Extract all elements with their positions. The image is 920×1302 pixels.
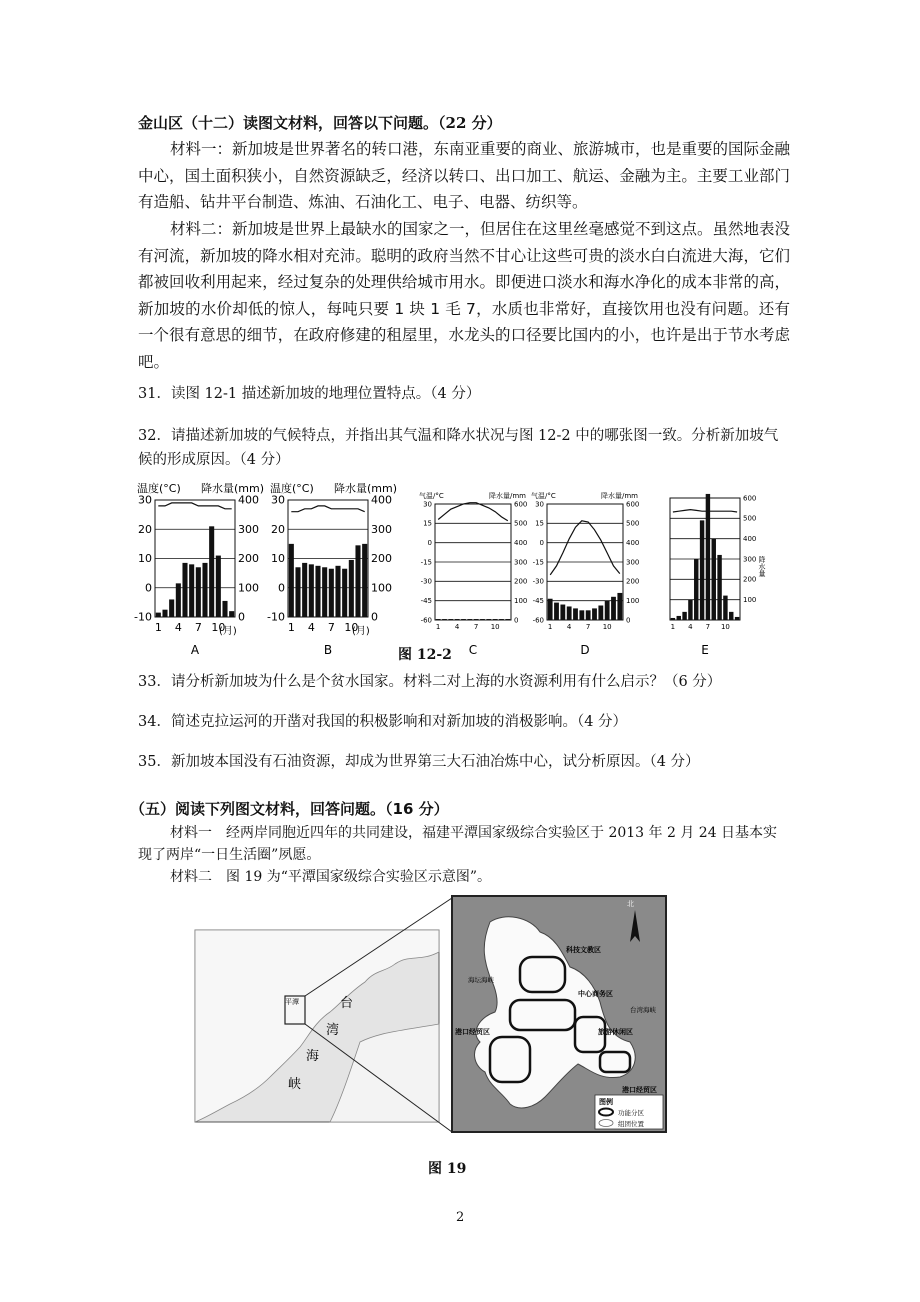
question-35: 35．新加坡本国没有石油资源，却成为世界第三大石油冶炼中心，试分析原因。（4 分） (138, 754, 700, 770)
prec-tick-label: 600 (626, 500, 640, 509)
precip-bar (448, 619, 453, 620)
prec-tick-label: 200 (371, 552, 392, 566)
precip-bar (289, 544, 294, 617)
month-tick-label: 1 (287, 621, 295, 634)
material-2: 材料二：新加坡是世界上最缺水的国家之一，但居住在这里丝毫感觉不到这点。虽然地表没有河流，新加坡的降水相对充沛。聪明的政府当然不甘心让这些可贵的淡水白白流进大海，它们都被回收利用起来，经过复杂的处理供给城市用水。即便进口淡水和海水净化的成本非常的高，新加坡的水价却低的惊人，每吨只要 1 块 1 毛 7，水质也非常好，直接饮用也没有问题。还有一个很有意思的细节，在政府修建的租屋里，水龙头的口径要比国内的小，也许是出于节水考虑吧。 (138, 220, 791, 371)
prec-tick-label: 200 (743, 575, 757, 584)
temp-tick-label: -10 (134, 610, 152, 624)
precip-bar (493, 619, 498, 620)
temp-tick-label: -30 (532, 577, 544, 586)
precip-bar (442, 619, 447, 620)
precip-bar (671, 618, 675, 620)
legend-title: 图例 (599, 1098, 613, 1106)
temp-tick-label: -10 (267, 610, 285, 624)
precip-bar (189, 564, 194, 617)
temp-tick-label: 0 (145, 581, 152, 595)
pingtan-label: 平潭 (285, 998, 299, 1006)
figure-12-2 (130, 478, 790, 668)
month-tick-label: 4 (174, 621, 182, 634)
legend-func: 功能分区 (618, 1109, 644, 1117)
precip-bar (499, 619, 504, 620)
label-wan: 湾 (326, 1023, 340, 1038)
question-34: 34．简述克拉运河的开凿对我国的积极影响和对新加坡的消极影响。（4 分） (138, 714, 628, 730)
month-tick-label: 1 (154, 621, 162, 634)
temp-tick-label: 10 (138, 552, 152, 566)
north-label: 北 (627, 900, 634, 908)
temp-axis-title: 温度(°C) (137, 482, 181, 495)
legend-group: 组团位置 (618, 1120, 644, 1128)
month-tick-label: 4 (307, 621, 315, 634)
temp-tick-label: 0 (539, 539, 544, 547)
prec-tick-label: 0 (514, 616, 519, 625)
prec-axis-title: 降水量(mm) (201, 482, 265, 495)
precip-bar (700, 520, 704, 620)
month-tick-label: 7 (585, 623, 591, 631)
temp-tick-label: 20 (271, 522, 285, 536)
prec-axis-title: 降水量(mm) (334, 482, 398, 495)
question-31: 31．读图 12-1 描述新加坡的地理位置特点。（4 分） (138, 386, 481, 402)
precip-bar (182, 563, 187, 617)
prec-tick-label: 600 (743, 494, 757, 503)
precip-bar (729, 612, 733, 620)
precip-bar (169, 599, 174, 617)
prec-axis-title: 降水量/mm (489, 492, 526, 500)
temp-tick-label: 30 (271, 493, 285, 507)
question-32: 32．请描述新加坡的气候特点，并指出其气温和降水状况与图 12-2 中的哪张图一致。分析新加坡气候的形成原因。（4 分） (138, 428, 779, 468)
precip-bar (586, 610, 591, 620)
month-tick-label: 10 (211, 621, 226, 634)
temperature-line (158, 503, 231, 509)
precip-bar (196, 567, 201, 617)
prec-axis-title: 降水量/mm (601, 492, 638, 500)
precip-bar (162, 610, 167, 617)
chart-panel-label: C (468, 643, 478, 657)
prec-tick-label: 100 (514, 597, 528, 605)
month-unit: (月) (219, 626, 237, 637)
precip-bar (455, 619, 460, 620)
temperature-line (438, 503, 508, 521)
precip-bar (688, 600, 692, 620)
prec-tick-label: 500 (626, 519, 640, 528)
temp-tick-label: 0 (427, 539, 432, 547)
prec-tick-label: 300 (514, 558, 528, 567)
precip-bar (560, 605, 565, 620)
material-1: 材料一：新加坡是世界著名的转口港，东南亚重要的商业、旅游城市，也是重要的国际金融中心，国土面积狭小，自然资源缺乏，经济以转口、出口加工、航运、金融为主。主要工业部门有造船、钻井平台制造、炼油、石油化工、电子、电器、纺织等。 (138, 140, 791, 211)
precip-bar (474, 619, 479, 620)
month-tick-label: 7 (194, 621, 202, 634)
prec-tick-label: 100 (626, 597, 640, 605)
precip-bar (322, 567, 327, 617)
figure-19 (190, 892, 670, 1137)
figure-19-caption: 图 19 (428, 1161, 467, 1177)
temp-axis-title: 气温/°C (419, 492, 444, 500)
month-tick-label: 10 (602, 623, 612, 631)
precip-bar (723, 596, 727, 620)
temp-axis-title: 温度(°C) (270, 482, 314, 495)
precip-bar (302, 563, 307, 617)
prec-tick-label: 400 (514, 539, 528, 547)
precip-bar (717, 555, 721, 620)
label-zhongxin: 中心商务区 (578, 990, 613, 998)
precip-bar (567, 606, 572, 620)
label-taiwan-strait: 台湾海峡 (630, 1006, 656, 1014)
precip-bar (467, 619, 472, 620)
chart-panel-label: A (190, 643, 200, 657)
precip-bar (548, 599, 553, 620)
month-tick-label: 10 (720, 623, 730, 631)
prec-tick-label: 400 (371, 493, 392, 507)
precip-bar (216, 556, 221, 617)
precip-bar (202, 563, 207, 617)
section5-title: （五）阅读下列图文材料，回答问题。（16 分） (130, 800, 449, 818)
temperature-line (291, 506, 364, 512)
chart-panel-label: D (580, 643, 590, 657)
prec-tick-label: 400 (626, 539, 640, 547)
precip-bar (605, 601, 610, 620)
page-number: 2 (456, 1210, 465, 1225)
prec-tick-label: 300 (238, 522, 259, 536)
precip-bar (682, 612, 686, 620)
temp-tick-label: -60 (420, 616, 432, 625)
precip-bar (222, 601, 227, 617)
precip-bar (611, 597, 616, 620)
temp-tick-label: 20 (138, 522, 152, 536)
precip-bar (209, 526, 214, 617)
precip-bar (486, 619, 491, 620)
precip-bar (694, 559, 698, 620)
prec-axis-title: 降水量 (758, 556, 766, 577)
month-unit: (月) (352, 626, 370, 637)
precip-bar (229, 611, 234, 617)
month-tick-label: 7 (473, 623, 479, 631)
precip-bar (309, 564, 314, 617)
temperature-line (673, 510, 737, 512)
prec-tick-label: 100 (743, 596, 757, 604)
month-tick-label: 4 (688, 623, 693, 631)
precip-bar (295, 567, 300, 617)
month-tick-label: 10 (490, 623, 500, 631)
temp-tick-label: 30 (423, 500, 432, 509)
prec-tick-label: 400 (238, 493, 259, 507)
temp-tick-label: 0 (278, 581, 285, 595)
month-tick-label: 7 (327, 621, 335, 634)
prec-tick-label: 200 (514, 577, 528, 586)
prec-tick-label: 0 (626, 616, 631, 625)
label-lvyou: 旅游休闲区 (598, 1028, 633, 1036)
precip-bar (573, 608, 578, 620)
temp-tick-label: 15 (535, 519, 544, 528)
precip-bar (176, 583, 181, 617)
prec-tick-label: 0 (238, 610, 245, 624)
label-keji: 科技文教区 (566, 946, 601, 954)
prec-tick-label: 200 (626, 577, 640, 586)
label-hai: 海 (306, 1049, 320, 1064)
prec-tick-label: 300 (743, 555, 757, 564)
section5-material-1: 材料一 经两岸同胞近四年的共同建设，福建平潭国家级综合实验区于 2013 年 2 月 24 日基本实现了两岸“一日生活圈”夙愿。 (138, 825, 778, 863)
precip-bar (677, 616, 681, 620)
temp-tick-label: -15 (532, 558, 544, 567)
precip-bar (706, 494, 710, 620)
label-tai: 台 (340, 996, 354, 1011)
precip-bar (592, 608, 597, 620)
temp-tick-label: -45 (420, 597, 432, 605)
temp-tick-label: 30 (535, 500, 544, 509)
precip-bar (617, 593, 622, 620)
month-tick-label: 1 (547, 623, 553, 631)
precip-bar (554, 603, 559, 620)
question-33: 33．请分析新加坡为什么是个贫水国家。材料二对上海的水资源利用有什么启示？（6 分） (138, 674, 722, 690)
precip-bar (436, 619, 441, 620)
precip-bar (712, 539, 716, 620)
precip-bar (735, 617, 739, 620)
label-gangkou2: 港口经贸区 (622, 1086, 657, 1094)
month-tick-label: 7 (705, 623, 711, 631)
temp-tick-label: 15 (423, 519, 432, 528)
section5-material-2: 材料二 图 19 为“平潭国家级综合实验区示意图”。 (170, 869, 492, 885)
precip-bar (480, 619, 485, 620)
prec-tick-label: 600 (514, 500, 528, 509)
temperature-line (550, 521, 620, 575)
section-title: 金山区（十二）读图文材料，回答以下问题。（22 分） (138, 114, 502, 132)
figure-12-2-caption: 图 12-2 (398, 647, 452, 663)
temp-tick-label: -15 (420, 558, 432, 567)
month-tick-label: 10 (344, 621, 359, 634)
label-xia: 峡 (288, 1077, 302, 1092)
precip-bar (362, 544, 367, 617)
label-gangkou1: 港口经贸区 (455, 1028, 490, 1036)
prec-tick-label: 200 (238, 552, 259, 566)
precip-bar (315, 566, 320, 617)
precip-bar (349, 560, 354, 617)
prec-tick-label: 300 (371, 522, 392, 536)
label-haitan: 海坛海峡 (468, 976, 494, 984)
precip-bar (329, 569, 334, 617)
precip-bar (598, 606, 603, 621)
month-tick-label: 4 (454, 623, 460, 631)
temp-tick-label: -45 (532, 597, 544, 605)
temp-tick-label: -60 (532, 616, 544, 625)
precip-bar (579, 610, 584, 620)
precip-bar (335, 566, 340, 617)
temp-tick-label: 30 (138, 493, 152, 507)
month-tick-label: 1 (435, 623, 441, 631)
prec-tick-label: 0 (371, 610, 378, 624)
month-tick-label: 4 (566, 623, 572, 631)
prec-tick-label: 500 (743, 514, 757, 523)
temp-tick-label: -30 (420, 577, 432, 586)
prec-tick-label: 100 (238, 581, 259, 595)
prec-tick-label: 400 (743, 535, 757, 543)
prec-tick-label: 500 (514, 519, 528, 528)
prec-tick-label: 100 (371, 581, 392, 595)
precip-bar (342, 569, 347, 617)
precip-bar (461, 619, 466, 620)
prec-tick-label: 300 (626, 558, 640, 567)
month-tick-label: 1 (670, 623, 676, 631)
precip-bar (505, 619, 510, 620)
temp-tick-label: 10 (271, 552, 285, 566)
chart-panel-label: E (701, 643, 709, 657)
precip-bar (156, 613, 161, 617)
temp-axis-title: 气温/°C (531, 492, 556, 500)
chart-panel-label: B (323, 643, 333, 657)
precip-bar (355, 545, 360, 617)
